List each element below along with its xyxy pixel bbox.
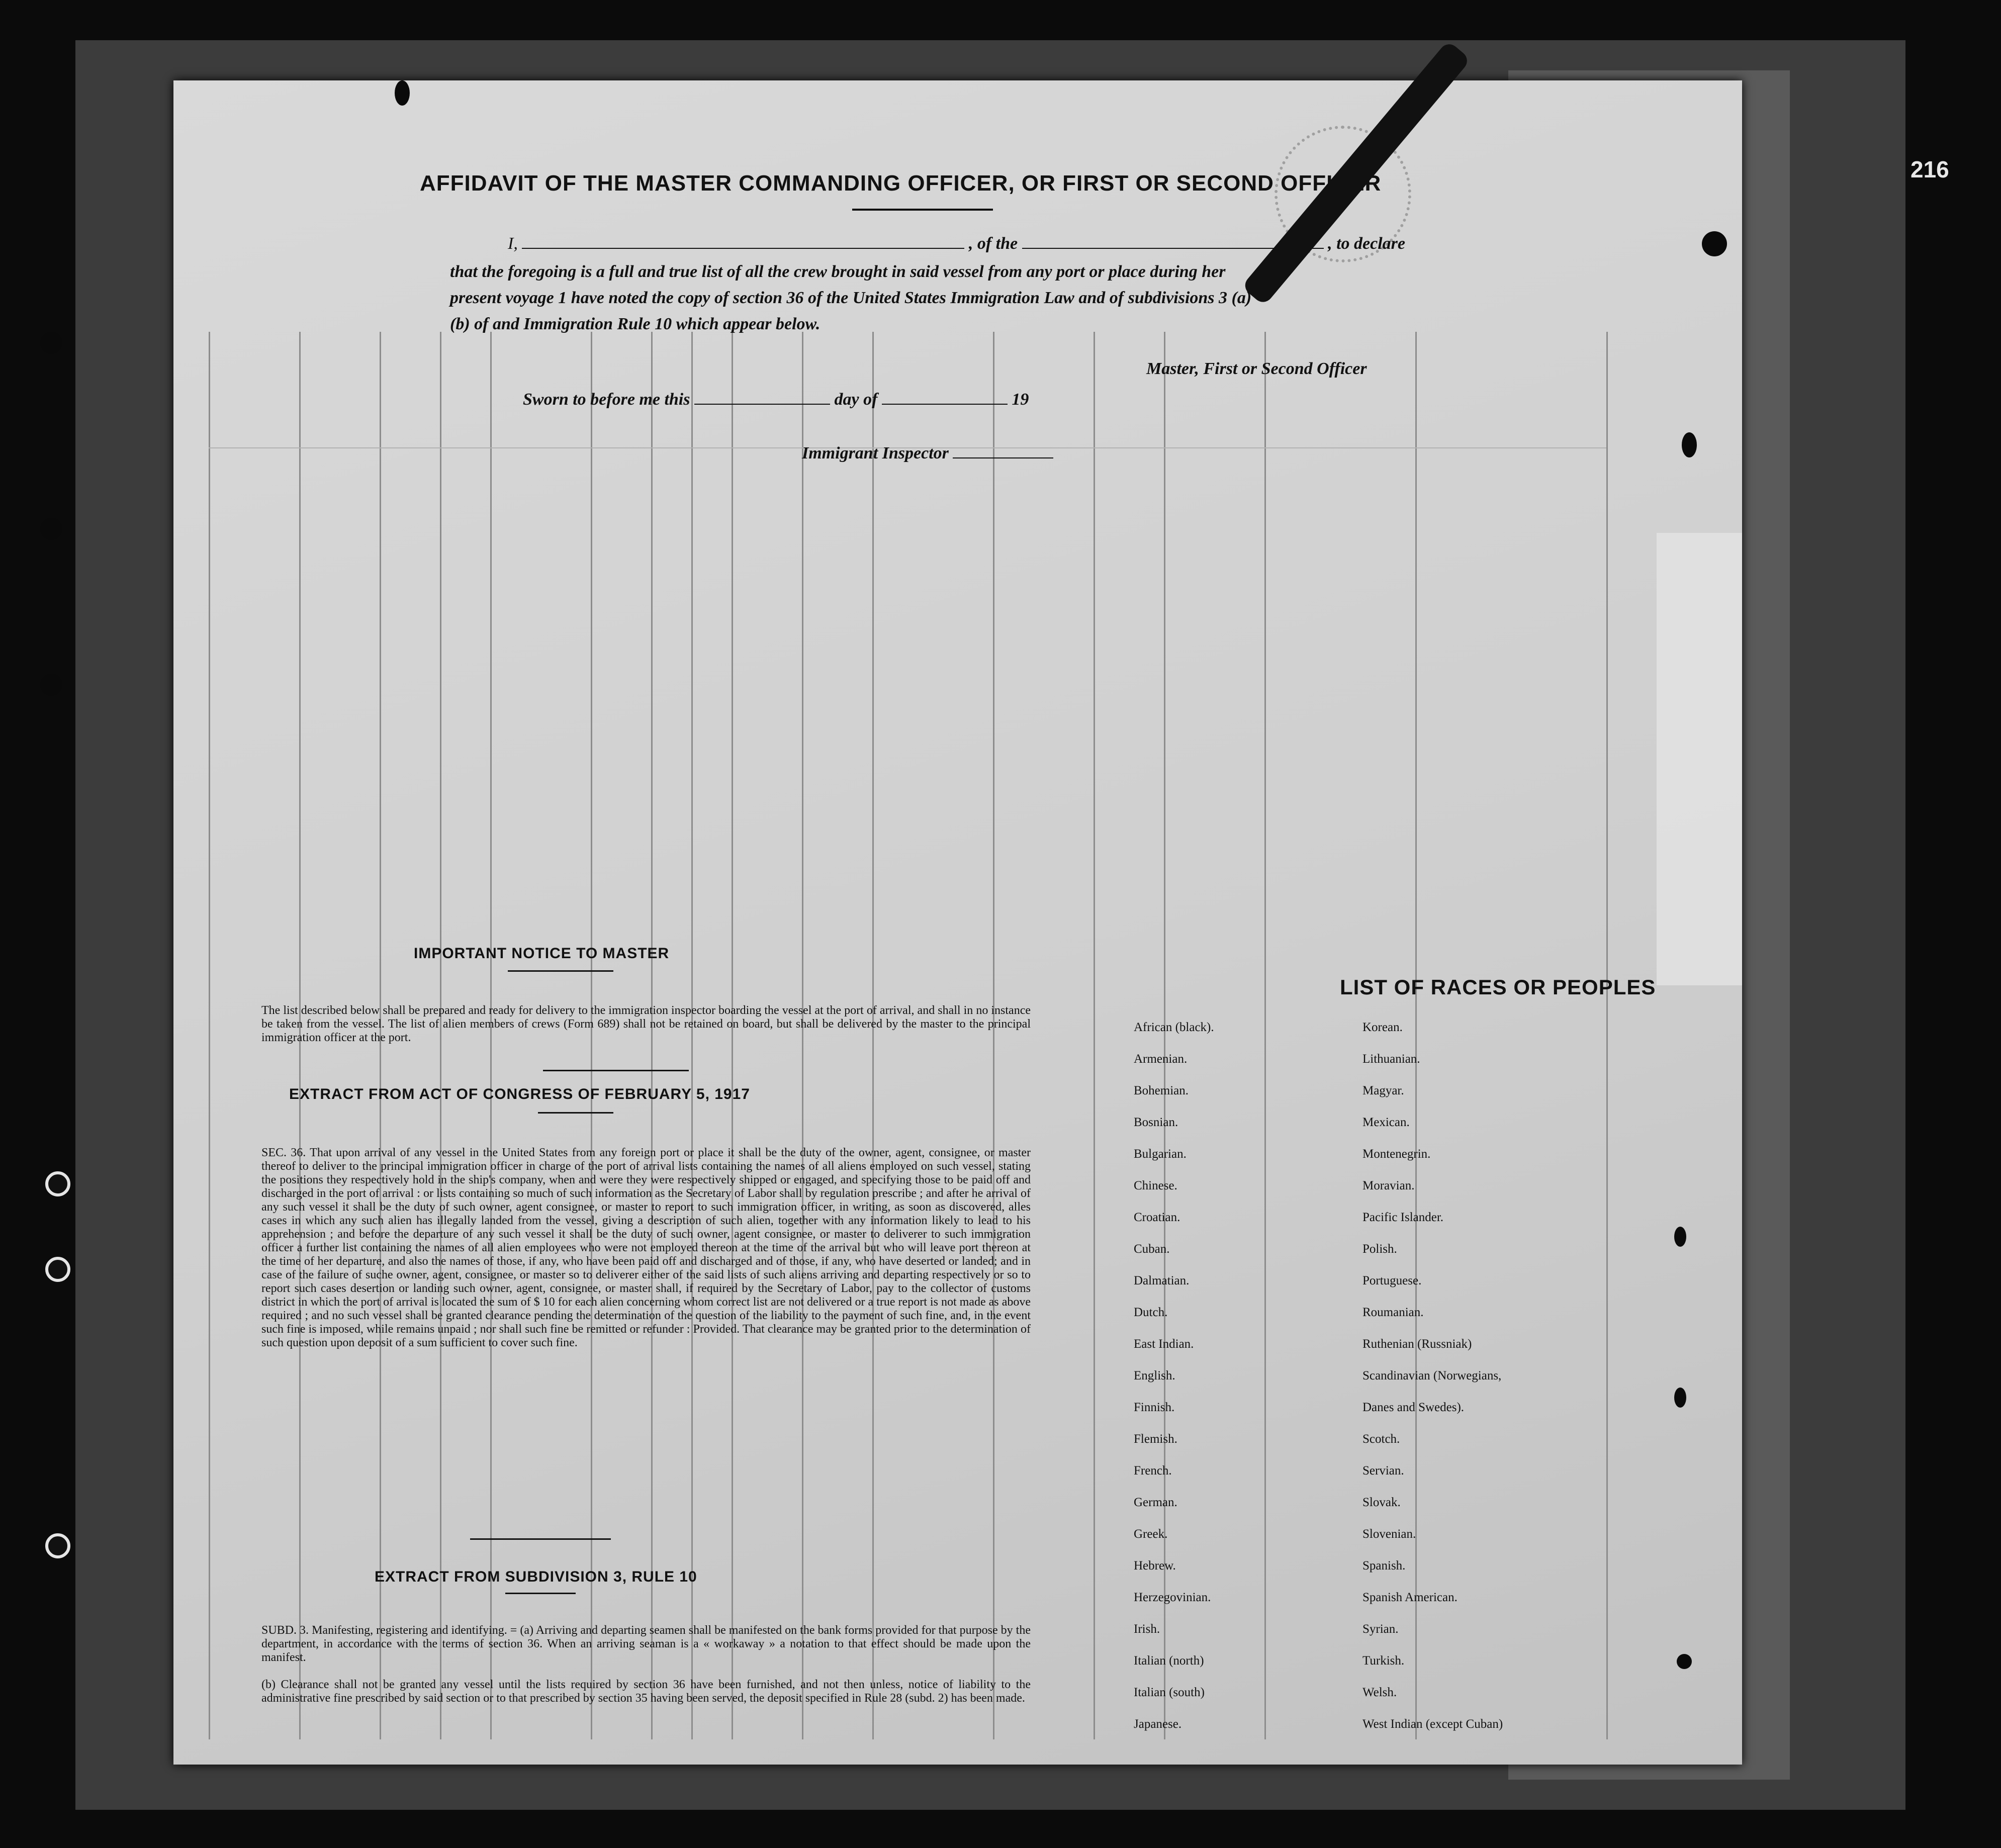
race-item: Syrian. [1362, 1622, 1399, 1636]
race-item: Polish. [1362, 1242, 1397, 1256]
race-item: Finnish. [1134, 1401, 1175, 1414]
race-item: Dalmatian. [1134, 1274, 1190, 1287]
binder-hole [40, 332, 62, 354]
race-item: Irish. [1134, 1622, 1160, 1636]
race-item: Magyar. [1362, 1084, 1404, 1097]
race-item: Cuban. [1134, 1242, 1170, 1256]
binder-hole [40, 674, 62, 696]
affidavit-line-2: that the foregoing is a full and true list of all the crew brought in said vessel from any port or place during her [450, 262, 1226, 281]
notice-body: The list described below shall be prepared and ready for delivery to the immigration inspector boarding the vessel at the port of arrival, and shall in no instance be taken from the vessel. The list of alien members of crews (Form 689) shall not be retained on board, but shall be delivered by the master to the principal immigration officer at the port. [261, 1004, 1031, 1044]
notice-rule [543, 1070, 689, 1071]
race-item: Italian (north) [1134, 1654, 1204, 1668]
race-item: Herzegovinian. [1134, 1591, 1211, 1604]
act-extract-body: SEC. 36. That upon arrival of any vessel in the United States from any foreign port or place it shall be the duty of the owner, agent, consignee, or master thereof to deliver to the principal immigration officer in charge of the port of arrival lists containing the names of all aliens employed on such vessel, stating the positions they respectively hold in the ship's company, when and were they were respectively shipped or engaged, and specifying those to be paid off and discharged in the port of arrival : or lists containing so much of such information as the Secretary of Labor shall by regulation prescribe ; and after he arrival of any such vessel it shall be the duty of such owner, agent consignee, or master to report to such immigration officer, in writing, as soon as discovered, alles cases in which any such alien has illegally landed from the vessel, giving a description of such alien, together with any information likely to lead to his apprehension ; and before the departure of any such vessel it shall be the duty of such owner, agent consignee, or master to deliverer to such immigration officer a further list containing the names of all alien employees who were not employed thereon at the time of the arrival but who will leave port thereon at the time of her departure, and also the names of those, if any, who have been paid off and discharged and of those, if any, who have deserted or landed; and in case of the failure of suche owner, agent, consignee, or master so to deliverer either of the said lists of such aliens arriving and departing respectively or so to report such cases desertion or landing such owner, agent, consignee, or master shall, if required by the Secretary of Labor, pay to the collector of customs district in which the port of arrival is located the sum of $ 10 for each alien concerning whom correct list are not delivered or a true report is not made as above required ; and no such vessel shall be granted clearance pending the determination of the question of the liability to the payment of such fine, and, in the event such fine is imposed, while remains unpaid ; nor shall such fine be remitted or refunder : Provided. That clearance may be granted prior to the determination of such question upon deposit of a sum sufficient to cover such fine. [261, 1146, 1031, 1349]
binder-hole [40, 518, 62, 540]
binder-ring [45, 1257, 70, 1282]
race-item: Turkish. [1362, 1654, 1405, 1668]
punch-hole [1674, 1227, 1686, 1247]
crew-manifest-page [173, 80, 1742, 1765]
race-item: Flemish. [1134, 1432, 1177, 1446]
race-item: Greek. [1134, 1527, 1168, 1541]
race-item: African (black). [1134, 1021, 1214, 1034]
race-item: Spanish American. [1362, 1591, 1458, 1604]
race-item: Servian. [1362, 1464, 1404, 1477]
race-item: Bosnian. [1134, 1116, 1178, 1129]
rule-underline [505, 1593, 576, 1594]
race-item: Japanese. [1134, 1717, 1182, 1731]
race-item: Montenegrin. [1362, 1147, 1431, 1161]
race-item: Ruthenian (Russniak) [1362, 1337, 1472, 1351]
rule-extract-body-a: SUBD. 3. Manifesting, registering and identifying. = (a) Arriving and departing seamen shall be manifested on the bank forms provided for that purpose by the department, in accordance with the terms of section 36. When an arriving seaman is a « workaway » a notation to that effect should be made upon the manifest. [261, 1624, 1031, 1664]
binder-ring [45, 1533, 70, 1558]
race-item: West Indian (except Cuban) [1362, 1717, 1503, 1731]
binder-ring [45, 1171, 70, 1196]
race-item: German. [1134, 1496, 1177, 1509]
race-item: Welsh. [1362, 1686, 1397, 1699]
race-item: Bohemian. [1134, 1084, 1189, 1097]
race-item: Armenian. [1134, 1052, 1188, 1066]
act-rule [470, 1538, 611, 1540]
race-item: Slovenian. [1362, 1527, 1416, 1541]
affidavit-line-1: I, , of the , to declare [508, 234, 1406, 253]
race-item: Scotch. [1362, 1432, 1400, 1446]
race-item: Danes and Swedes). [1362, 1401, 1465, 1414]
affidavit-title: AFFIDAVIT OF THE MASTER COMMANDING OFFICER, OR FIRST OR SECOND OFFICER [420, 171, 1382, 196]
races-heading: LIST OF RACES OR PEOPLES [1340, 975, 1656, 999]
race-item: Scandinavian (Norwegians, [1362, 1369, 1502, 1382]
race-item: Lithuanian. [1362, 1052, 1420, 1066]
torn-edge [1657, 533, 1742, 985]
inspector-line: Immigrant Inspector [802, 443, 1053, 463]
sworn-line: Sworn to before me this day of 19 [523, 390, 1029, 409]
race-item: Moravian. [1362, 1179, 1415, 1192]
act-extract-heading: EXTRACT FROM ACT OF CONGRESS OF FEBRUARY 5, 1917 [289, 1086, 750, 1102]
punch-hole [1682, 432, 1697, 457]
rule-extract-body-b: (b) Clearance shall not be granted any vessel until the lists required by section 36 have been furnished, and not then unless, notice of liability to the administrative fine prescribed by said section or to that prescribed by section 35 having been served, the deposit specified in Rule 28 (subd. 2) has been made. [261, 1678, 1031, 1705]
race-item: Roumanian. [1362, 1306, 1424, 1319]
race-item: Italian (south) [1134, 1686, 1205, 1699]
race-item: Portuguese. [1362, 1274, 1422, 1287]
affidavit-line-4: (b) of and Immigration Rule 10 which appear below. [450, 315, 821, 333]
notice-heading: IMPORTANT NOTICE TO MASTER [414, 945, 670, 962]
punch-hole [1674, 1388, 1686, 1408]
race-item: English. [1134, 1369, 1175, 1382]
affidavit-line-3: present voyage 1 have noted the copy of section 36 of the United States Immigration Law and of subdivisions 3 (a) [450, 289, 1252, 307]
act-underline [538, 1112, 613, 1114]
race-item: Mexican. [1362, 1116, 1410, 1129]
title-underline [852, 209, 993, 211]
punch-hole [1702, 231, 1727, 256]
signer-label: Master, First or Second Officer [1146, 359, 1367, 378]
race-item: French. [1134, 1464, 1172, 1477]
race-item: Hebrew. [1134, 1559, 1176, 1573]
race-item: East Indian. [1134, 1337, 1194, 1351]
master-name-blank [522, 234, 964, 249]
race-item: Bulgarian. [1134, 1147, 1187, 1161]
race-item: Dutch. [1134, 1306, 1168, 1319]
punch-hole [395, 80, 410, 106]
race-item: Slovak. [1362, 1496, 1401, 1509]
race-item: Chinese. [1134, 1179, 1177, 1192]
race-item: Spanish. [1362, 1559, 1406, 1573]
notice-underline [508, 970, 613, 972]
rule-extract-heading: EXTRACT FROM SUBDIVISION 3, RULE 10 [375, 1568, 697, 1585]
race-item: Pacific Islander. [1362, 1211, 1444, 1224]
race-item: Croatian. [1134, 1211, 1180, 1224]
race-item: Korean. [1362, 1021, 1403, 1034]
punch-hole [1677, 1654, 1692, 1669]
page-number-stamp: 216 [1911, 156, 1949, 182]
